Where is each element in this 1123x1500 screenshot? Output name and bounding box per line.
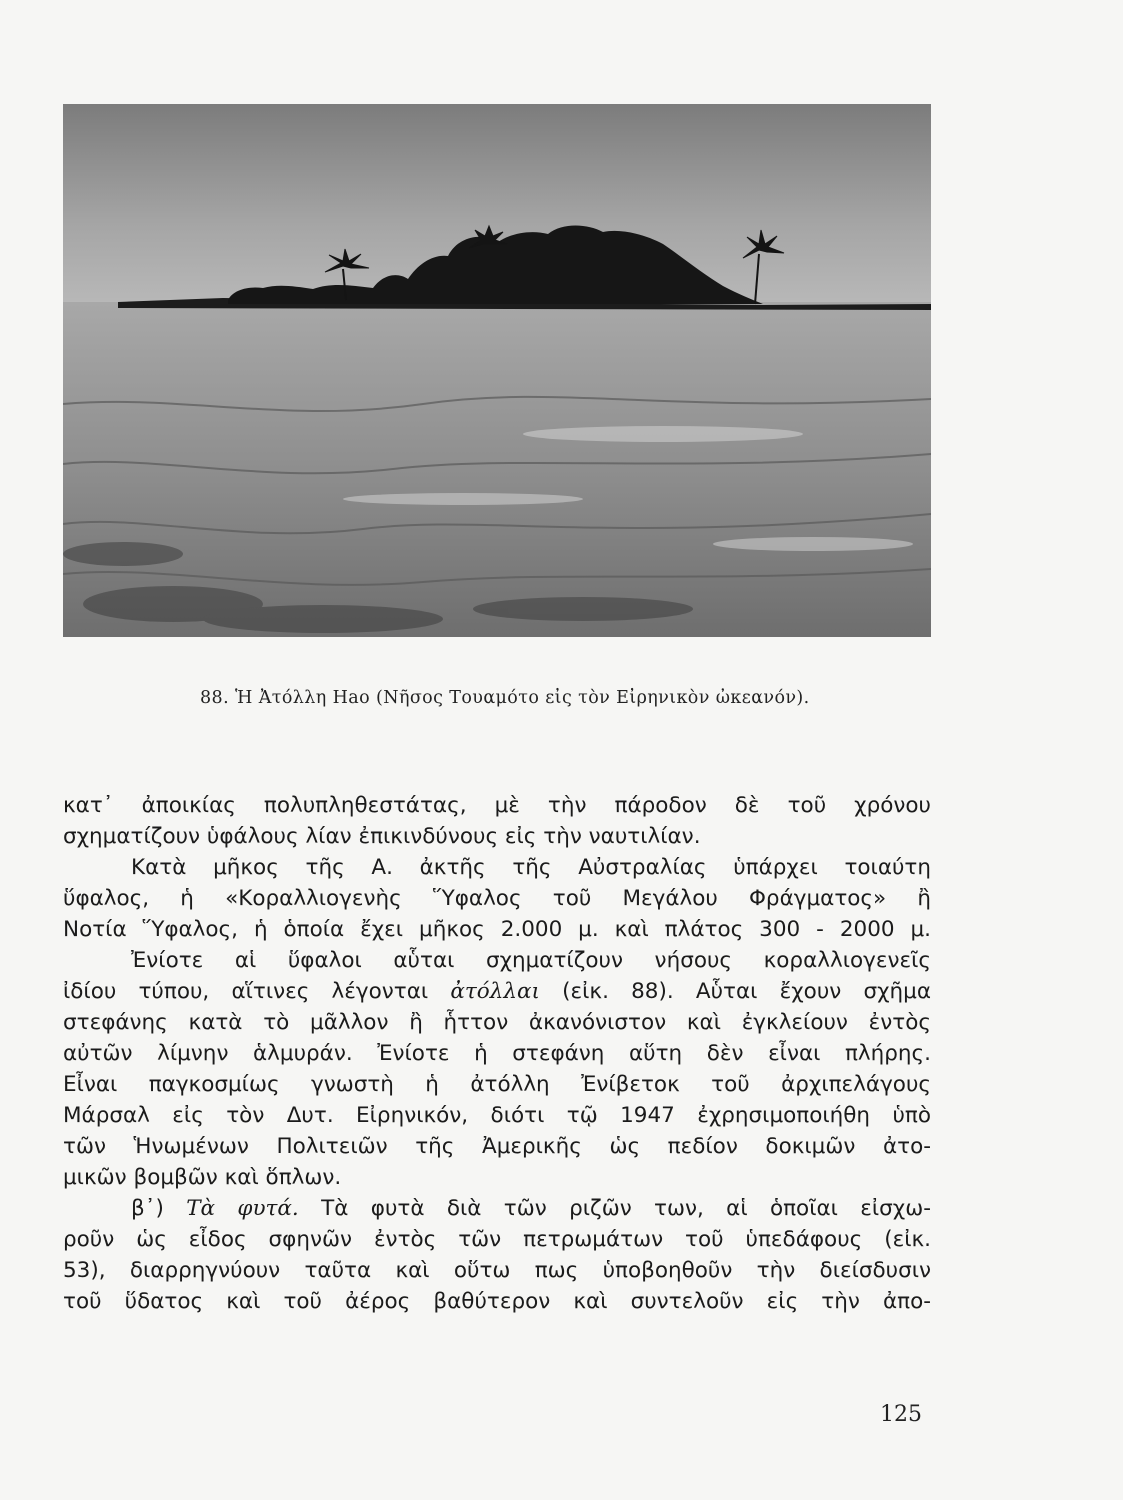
text-line: Νοτία Ὕφαλος, ἡ ὁποία ἔχει μῆκος 2.000 μ. καὶ πλάτος 300 - 2000 μ. bbox=[63, 917, 931, 942]
section-title: Τὰ φυτά. bbox=[186, 1196, 299, 1221]
text-segment: ἰδίου τύπου, αἵτινες λέγονται bbox=[63, 979, 429, 1004]
text-line: Μάρσαλ εἰς τὸν Δυτ. Εἰρηνικόν, διότι τῷ 1947 ἐχρησιμοποιήθη ὑπὸ bbox=[63, 1103, 931, 1128]
atoll-photo-image bbox=[63, 104, 931, 637]
text-line bbox=[63, 1193, 931, 1224]
text-line: ροῦν ὡς εἶδος σφηνῶν ἐντὸς τῶν πετρωμάτων τοῦ ὑπεδάφους (εἰκ. bbox=[63, 1227, 931, 1252]
text-line: Κατὰ μῆκος τῆς Α. ἀκτῆς τῆς Αὐστραλίας ὑπάρχει τοιαύτη bbox=[131, 855, 931, 880]
body-text bbox=[63, 790, 931, 1317]
atoll-photograph bbox=[63, 104, 931, 637]
section-marker: β᾿) bbox=[131, 1196, 164, 1221]
page-number: 125 bbox=[880, 1402, 922, 1427]
text-segment: (εἰκ. 88). Αὗται ἔχουν σχῆμα bbox=[562, 979, 931, 1004]
term-atolls: ἀτόλλαι bbox=[450, 979, 540, 1004]
text-line: μικῶν βομβῶν καὶ ὅπλων. bbox=[63, 1165, 342, 1190]
text-line: Ἐνίοτε αἱ ὕφαλοι αὗται σχηματίζουν νήσους κοραλλιογενεῖς bbox=[131, 948, 931, 973]
text-line bbox=[63, 976, 931, 1007]
text-line: αὐτῶν λίμνην ἁλμυράν. Ἐνίοτε ἡ στεφάνη αὕτη δὲν εἶναι πλήρης. bbox=[63, 1041, 931, 1066]
text-line: σχηματίζουν ὑφάλους λίαν ἐπικινδύνους εἰς τὴν ναυτιλίαν. bbox=[63, 824, 701, 849]
text-line: ὕφαλος, ἡ «Κοραλλιογενὴς Ὕφαλος τοῦ Μεγάλου Φράγματος» ἢ bbox=[63, 886, 931, 911]
text-line: στεφάνης κατὰ τὸ μᾶλλον ἢ ἧττον ἀκανόνιστον καὶ ἐγκλείουν ἐντὸς bbox=[63, 1010, 931, 1035]
text-line: Εἶναι παγκοσμίως γνωστὴ ἡ ἀτόλλη Ἐνίβετοκ τοῦ ἀρχιπελάγους bbox=[63, 1072, 931, 1097]
text-line: τοῦ ὕδατος καὶ τοῦ ἀέρος βαθύτερον καὶ συντελοῦν εἰς τὴν ἀπο- bbox=[63, 1289, 931, 1314]
figure-caption: 88. Ἡ Ἀτόλλη Hao (Νῆσος Τουαμότο εἰς τὸν Εἰρηνικὸν ὠκεανόν). bbox=[200, 688, 810, 708]
text-line: τῶν Ἡνωμένων Πολιτειῶν τῆς Ἀμερικῆς ὡς πεδίον δοκιμῶν ἀτο- bbox=[63, 1134, 931, 1159]
text-segment: Τὰ φυτὰ διὰ τῶν ριζῶν των, αἱ ὁποῖαι εἰσχω- bbox=[321, 1196, 931, 1221]
text-line: κατ᾿ ἀποικίας πολυπληθεστάτας, μὲ τὴν πάροδον δὲ τοῦ χρόνου bbox=[63, 793, 931, 818]
text-line: 53), διαρρηγνύουν ταῦτα καὶ οὕτω πως ὑποβοηθοῦν τὴν διείσδυσιν bbox=[63, 1258, 931, 1283]
